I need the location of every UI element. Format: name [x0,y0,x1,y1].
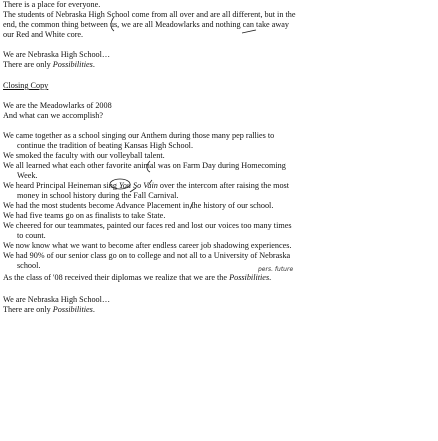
closing-intro-line-1: We are the Meadowlarks of 2008 [3,101,112,110]
item-diplomas-pre: As the class of '08 received their diplomas we realize that we are the [3,273,230,282]
item-farm-day-line-2: Week. [17,171,38,180]
intro-line-4: our Red and White core. [3,30,84,39]
item-cheered-line-2: to count. [17,231,46,240]
tagline-2-possibilities: Possibilities [52,305,93,314]
item-college-line-2: school. [17,261,41,270]
tagline-1-line-1: We are Nebraska High School… [3,50,111,59]
handwritten-note: pers. future [258,266,294,273]
tagline-1-line-2 [3,60,95,70]
item-anthem-line-1: We came together as a school singing our Anthem during those many pep rallies to [3,131,275,140]
item-diplomas [3,273,271,283]
intro-line-1: There is a place for everyone. [3,0,101,9]
pen-underline-mark [242,30,256,33]
item-principal-line-2: money in school history during the Fall Carnival. [17,191,179,200]
item-principal-line-1 [3,181,289,191]
item-career: We now know what we want to become after endless career job shadowing experiences. [3,241,292,250]
tagline-2-line-1: We are Nebraska High School… [3,295,111,304]
tagline-1-suffix: . [92,60,95,69]
item-five-teams: We had five teams go on as finalists to take State. [3,211,166,220]
tagline-2-line-2 [3,305,95,315]
tagline-2-suffix: . [92,305,95,314]
item-cheered-line-1: We cheered for our teammates, painted our faces red and lost our voices too many times [3,221,292,230]
closing-intro-line-2: And what can we accomplish? [3,111,104,120]
tagline-1-prefix: There are only [3,60,53,69]
item-principal-song: You So Vain [118,181,158,190]
item-college-line-1: We had 90% of our senior class go on to college and not all to a University of Nebraska [3,251,291,260]
item-principal-post: over the intercom after raising the most [157,181,289,190]
section-heading-closing-copy: Closing Copy [3,81,49,90]
intro-line-3: end, the common thing between us, we are all Meadowlarks and nothing can take away [3,20,290,29]
intro-line-2: The students of Nebraska High School come from all over and are all different, but in the [3,10,296,19]
tagline-1-possibilities: Possibilities [52,60,93,69]
tagline-2-prefix: There are only [3,305,53,314]
item-diplomas-post: . [269,273,272,282]
item-advance-placement: We had the most students become Advance Placement in the history of our school. [3,201,274,210]
item-volleyball: We smoked the faculty with our volleyball talent. [3,151,165,160]
item-anthem-line-2: continue the tradition of beating Kansas High School. [17,141,193,150]
item-principal-pre: We heard Principal Heineman sing [3,181,119,190]
item-diplomas-possibilities: Possibilities [229,273,270,282]
item-farm-day-line-1: We all learned what each other favorite animal was on Farm Day during Homecoming [3,161,286,170]
